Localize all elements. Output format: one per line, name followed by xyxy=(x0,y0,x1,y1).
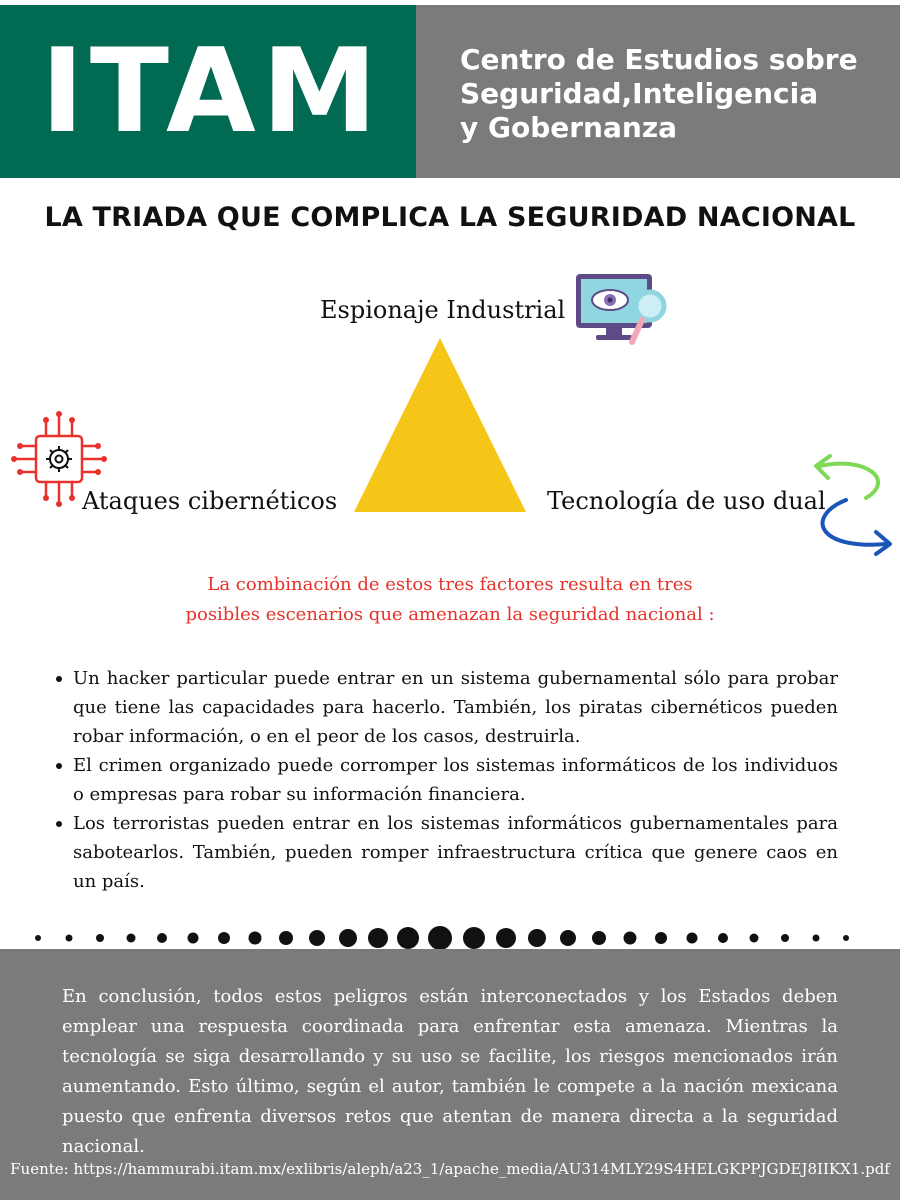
triad-triangle xyxy=(352,336,528,514)
monitor-eye-magnifier-icon xyxy=(572,270,672,350)
center-name-line-3: y Gobernanza xyxy=(460,111,678,144)
conclusion-panel xyxy=(0,949,900,1200)
source-link[interactable]: Fuente: https://hammurabi.itam.mx/exlibris/aleph/a23_1/apache_media/AU314MLY29S4HELGKPPJGDEJ8IIKX1.pdf xyxy=(10,1160,890,1178)
page-title: LA TRIADA QUE COMPLICA LA SEGURIDAD NACIONAL xyxy=(44,202,856,233)
triad-label-espionaje: Espionaje Industrial xyxy=(320,296,566,324)
scenario-list xyxy=(55,664,838,896)
header xyxy=(0,0,900,180)
center-name xyxy=(460,43,890,145)
center-name-line-1: Centro de Estudios sobre xyxy=(460,43,858,76)
triad-label-tecnologia: Tecnología de uso dual xyxy=(547,487,826,515)
conclusion-text: En conclusión, todos estos peligros están interconectados y los Estados deben emplear una respuesta coordinada para enfrentar esta amenaza. Mientras la tecnología se siga desarrollando y su uso se facilite, los riesgos mencionados irán aumentando. Esto último, según el autor, también le compete a la nación mexicana puesto que enfrenta diversos retos que atentan de manera directa a la seguridad nacional. xyxy=(62,986,838,1157)
itam-logo: ITAM xyxy=(40,24,384,159)
center-name-line-2: Seguridad,Inteligencia xyxy=(460,77,819,110)
scenario-item: Un hacker particular puede entrar en un sistema gubernamental sólo para probar que tiene las capacidades para hacerlo. También, los piratas cibernéticos pueden robar información, o en el peor de los casos, destruirla. xyxy=(55,664,838,751)
itam-logo-panel xyxy=(0,5,416,178)
dual-arrows-icon xyxy=(806,450,896,560)
intro-line-1: La combinación de estos tres factores resulta en tres xyxy=(207,574,693,595)
intro-line-2: posibles escenarios que amenazan la seguridad nacional : xyxy=(185,604,715,625)
triad-label-ataques: Ataques cibernéticos xyxy=(82,487,338,515)
scenario-item: El crimen organizado puede corromper los sistemas informáticos de los individuos o empresas para robar su información financiera. xyxy=(55,751,838,809)
scenario-item: Los terroristas pueden entrar en los sistemas informáticos gubernamentales para sabotearlos. También, pueden romper infraestructura crítica que genere caos en un país. xyxy=(55,809,838,896)
center-name-panel xyxy=(416,5,900,178)
intro-text xyxy=(0,570,900,630)
